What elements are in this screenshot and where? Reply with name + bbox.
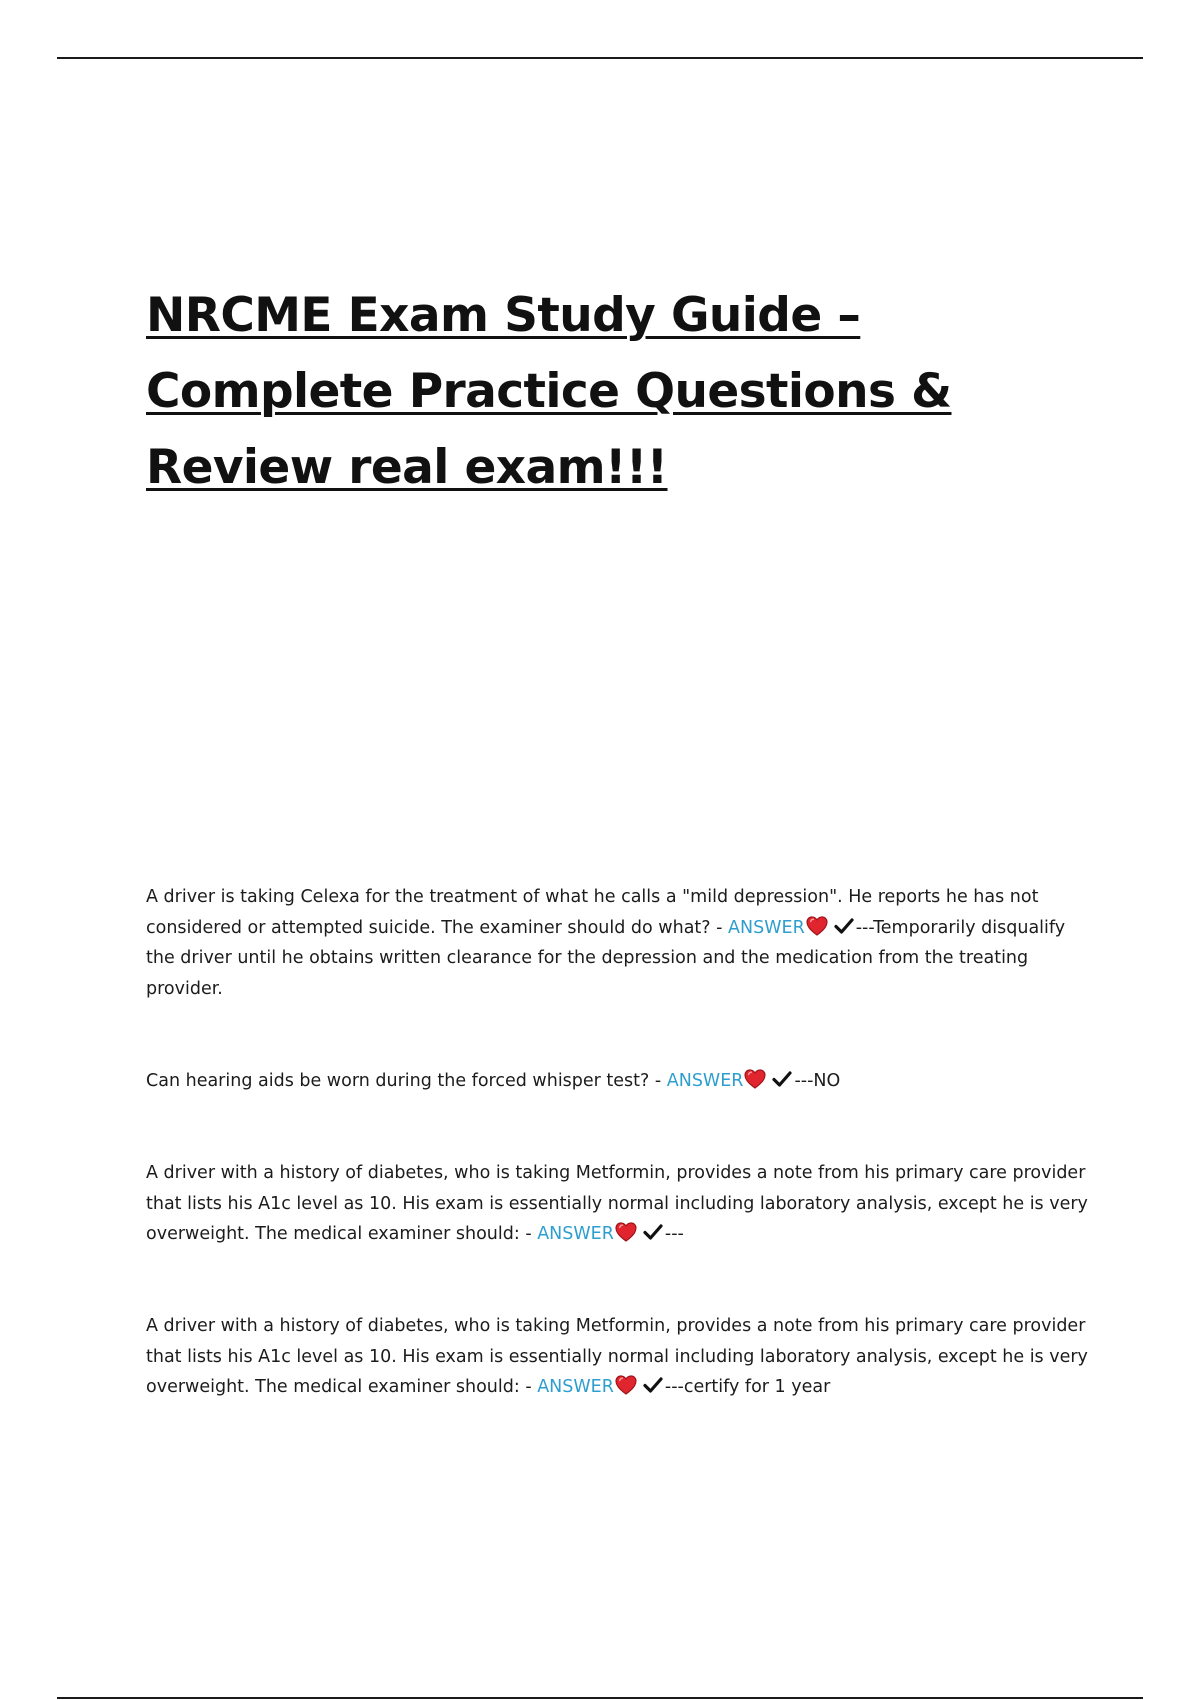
answer-text: ---Temporarily disqualify the driver until he obtains written clearance for the depression and the medication from the treating provider. [146, 917, 1066, 999]
answer-label: ANSWER [537, 1377, 614, 1397]
check-icon [772, 1070, 792, 1088]
answer-text: --- [664, 1224, 684, 1244]
answer-text: ---certify for 1 year [664, 1377, 831, 1397]
question-text: A driver with a history of diabetes, who is taking Metformin, provides a note from his primary care provider that lists his A1c level as 10. His exam is essentially normal including laboratory analysis, except he is very overweight. The medical examiner should: - [146, 1316, 1088, 1397]
qa-item-2 [146, 1066, 1091, 1097]
header-rule [57, 57, 1143, 59]
document-title [146, 278, 1106, 506]
question-text: A driver with a history of diabetes, who is taking Metformin, provides a note from his primary care provider that lists his A1c level as 10. His exam is essentially normal including laboratory analysis, except he is very overweight. The medical examiner should: - [146, 1163, 1088, 1244]
question-text: Can hearing aids be worn during the forced whisper test? - [146, 1071, 667, 1091]
check-icon [643, 1223, 663, 1241]
heart-icon [806, 916, 828, 936]
answer-label: ANSWER [666, 1071, 744, 1091]
answer-label: ANSWER [537, 1224, 614, 1244]
heart-icon [744, 1069, 766, 1089]
document-title-text: NRCME Exam Study Guide – Complete Practice Questions & Review real exam!!! [146, 288, 952, 495]
answer-text: ---NO [794, 1071, 841, 1091]
question-text: A driver is taking Celexa for the treatment of what he calls a "mild depression". He reports he has not considered or attempted suicide. The examiner should do what? - [146, 887, 1039, 938]
answer-label: ANSWER [728, 917, 805, 938]
check-icon [643, 1376, 663, 1394]
qa-item-4 [146, 1311, 1091, 1403]
heart-icon [615, 1375, 637, 1395]
heart-icon [615, 1222, 637, 1242]
qa-item-1 [146, 882, 1091, 1004]
qa-item-3 [146, 1158, 1091, 1250]
check-icon [834, 917, 854, 935]
footer-rule [57, 1697, 1143, 1699]
